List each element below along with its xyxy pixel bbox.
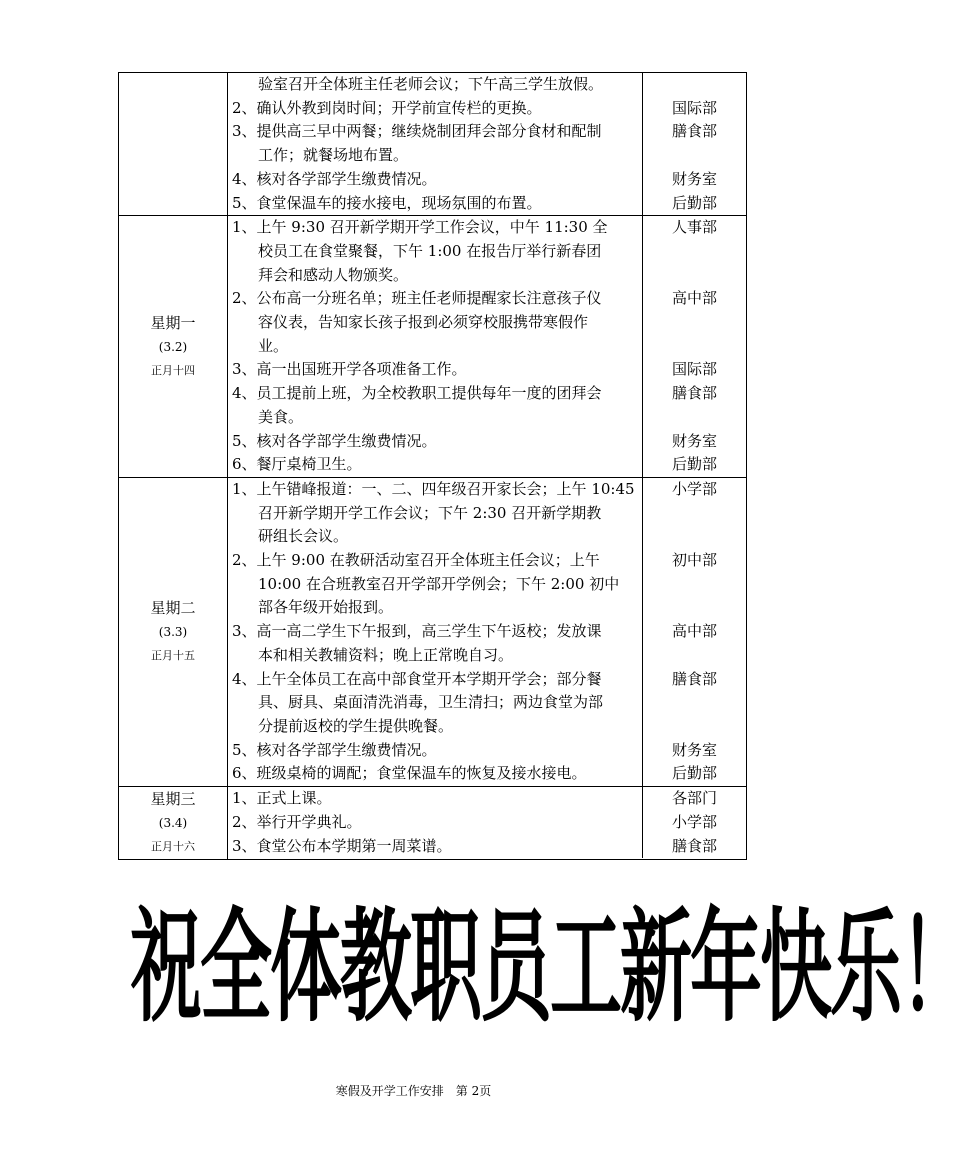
- task-text: [228, 787, 642, 811]
- responsible-department: 小学部: [642, 478, 746, 549]
- task-item: [228, 453, 746, 477]
- task-line: 召开新学期开学工作会议；下午 2:30 召开新学期教: [258, 503, 602, 522]
- day-cell: [119, 73, 228, 216]
- task-line: 容仪表，告知家长孩子报到必须穿校服携带寒假作: [258, 313, 589, 332]
- task-text: [228, 120, 642, 167]
- task-text: [228, 192, 642, 216]
- task-text: [228, 97, 642, 121]
- task-line: 5、核对各学部学生缴费情况。: [232, 740, 437, 759]
- responsible-department: 膳食部: [642, 382, 746, 429]
- task-line: 5、核对各学部学生缴费情况。: [232, 431, 437, 450]
- task-line: 3、高一高二学生下午报到，高三学生下午返校；发放课: [232, 622, 602, 641]
- task-line: 4、核对各学部学生缴费情况。: [232, 169, 437, 188]
- task-line: 业。: [258, 336, 289, 355]
- task-line: 2、确认外教到岗时间；开学前宣传栏的更换。: [232, 98, 542, 117]
- day-date: (3.2): [158, 339, 188, 354]
- task-text: [228, 73, 642, 97]
- task-text: [228, 739, 642, 763]
- task-line: 验室召开全体班主任老师会议；下午高三学生放假。: [258, 75, 604, 93]
- task-line: 工作；就餐场地布置。: [258, 146, 409, 165]
- task-line: 2、举行开学典礼。: [232, 812, 362, 831]
- responsible-department: 财务室: [642, 168, 746, 192]
- task-item: [228, 97, 746, 121]
- task-item: [228, 120, 746, 167]
- task-line: 4、员工提前上班，为全校教职工提供每年一度的团拜会: [232, 384, 602, 403]
- task-item: [228, 287, 746, 358]
- task-line: 具、厨具、桌面清洗消毒，卫生清扫；两边食堂为部: [258, 693, 604, 712]
- responsible-department: 高中部: [642, 620, 746, 667]
- responsible-department: 财务室: [642, 430, 746, 454]
- task-text: [228, 168, 642, 192]
- task-item: [228, 668, 746, 739]
- day-row: [119, 477, 747, 786]
- day-cell: [119, 216, 228, 478]
- responsible-department: [642, 73, 746, 97]
- task-text: [228, 549, 642, 620]
- task-line: 1、上午 9:30 召开新学期开学工作会议，中午 11:30 全: [232, 218, 608, 237]
- day-row: [119, 216, 747, 478]
- task-text: [228, 453, 642, 477]
- task-text: [228, 382, 642, 429]
- responsible-department: 膳食部: [642, 835, 746, 859]
- task-line: 本和相关教辅资料；晚上正常晚自习。: [258, 645, 514, 664]
- responsible-department: 膳食部: [642, 120, 746, 167]
- schedule-table: [118, 72, 747, 860]
- task-line: 4、上午全体员工在高中部食堂开本学期开学会；部分餐: [232, 669, 602, 688]
- task-line: 5、食堂保温车的接水接电，现场氛围的布置。: [232, 193, 542, 212]
- task-line: 2、公布高一分班名单；班主任老师提醒家长注意孩子仪: [232, 289, 602, 308]
- task-text: [228, 478, 642, 549]
- task-line: 美食。: [258, 407, 304, 426]
- task-text: [228, 620, 642, 667]
- responsible-department: 财务室: [642, 739, 746, 763]
- task-item: [228, 73, 746, 97]
- task-item: [228, 382, 746, 429]
- lunar-date: 正月十四: [151, 363, 195, 377]
- responsible-department: 后勤部: [642, 192, 746, 216]
- responsible-department: 小学部: [642, 811, 746, 835]
- task-line: 6、班级桌椅的调配；食堂保温车的恢复及接水接电。: [232, 764, 587, 783]
- task-item: [228, 430, 746, 454]
- task-cell: [228, 73, 747, 216]
- new-year-greeting: 祝全体教职员工新年快乐！: [130, 895, 970, 1039]
- task-line: 拜会和感动人物颁奖。: [258, 265, 409, 284]
- task-line: 分提前返校的学生提供晚餐。: [258, 716, 454, 735]
- page-footer: 寒假及开学工作安排 第 2页: [335, 1084, 492, 1098]
- task-item: [228, 739, 746, 763]
- task-text: [228, 762, 642, 786]
- task-line: 研组长会议。: [258, 527, 349, 546]
- responsible-department: 各部门: [642, 787, 746, 811]
- responsible-department: 人事部: [642, 216, 746, 287]
- task-item: [228, 549, 746, 620]
- task-line: 10:00 在合班教室召开学部开学例会；下午 2:00 初中: [258, 574, 620, 593]
- task-item: [228, 811, 746, 835]
- task-line: 6、餐厅桌椅卫生。: [232, 455, 362, 474]
- responsible-department: 膳食部: [642, 668, 746, 739]
- task-item: [228, 787, 746, 811]
- responsible-department: 后勤部: [642, 762, 746, 786]
- day-name: 星期一: [150, 313, 196, 332]
- task-line: 3、高一出国班开学各项准备工作。: [232, 360, 467, 379]
- task-item: [228, 168, 746, 192]
- task-cell: [228, 477, 747, 786]
- task-line: 3、食堂公布本学期第一周菜谱。: [232, 836, 452, 855]
- task-line: 校员工在食堂聚餐，下午 1:00 在报告厅举行新春团: [258, 241, 602, 260]
- task-item: [228, 762, 746, 786]
- task-text: [228, 216, 642, 287]
- task-item: [228, 478, 746, 549]
- task-cell: [228, 216, 747, 478]
- task-line: 2、上午 9:00 在教研活动室召开全体班主任会议；上午: [232, 551, 600, 570]
- responsible-department: 高中部: [642, 287, 746, 358]
- responsible-department: 国际部: [642, 358, 746, 382]
- day-date: (3.4): [158, 816, 188, 831]
- task-item: [228, 216, 746, 287]
- task-line: 1、正式上课。: [232, 789, 332, 808]
- task-text: [228, 811, 642, 835]
- task-text: [228, 430, 642, 454]
- task-item: [228, 192, 746, 216]
- responsible-department: 后勤部: [642, 453, 746, 477]
- task-text: [228, 358, 642, 382]
- responsible-department: 初中部: [642, 549, 746, 620]
- day-name: 星期二: [150, 599, 196, 618]
- day-cell: [119, 477, 228, 786]
- task-text: [228, 668, 642, 739]
- day-name: 星期三: [150, 790, 196, 809]
- day-row: [119, 73, 747, 216]
- lunar-date: 正月十六: [151, 840, 195, 854]
- responsible-department: 国际部: [642, 97, 746, 121]
- lunar-date: 正月十五: [151, 649, 195, 663]
- task-item: [228, 358, 746, 382]
- task-item: [228, 620, 746, 667]
- task-text: [228, 287, 642, 358]
- day-date: (3.3): [158, 625, 188, 640]
- task-line: 部各年级开始报到。: [258, 598, 394, 617]
- task-line: 3、提供高三早中两餐；继续烧制团拜会部分食材和配制: [232, 122, 602, 141]
- task-line: 1、上午错峰报道：一、二、四年级召开家长会；上午 10:45: [232, 479, 635, 498]
